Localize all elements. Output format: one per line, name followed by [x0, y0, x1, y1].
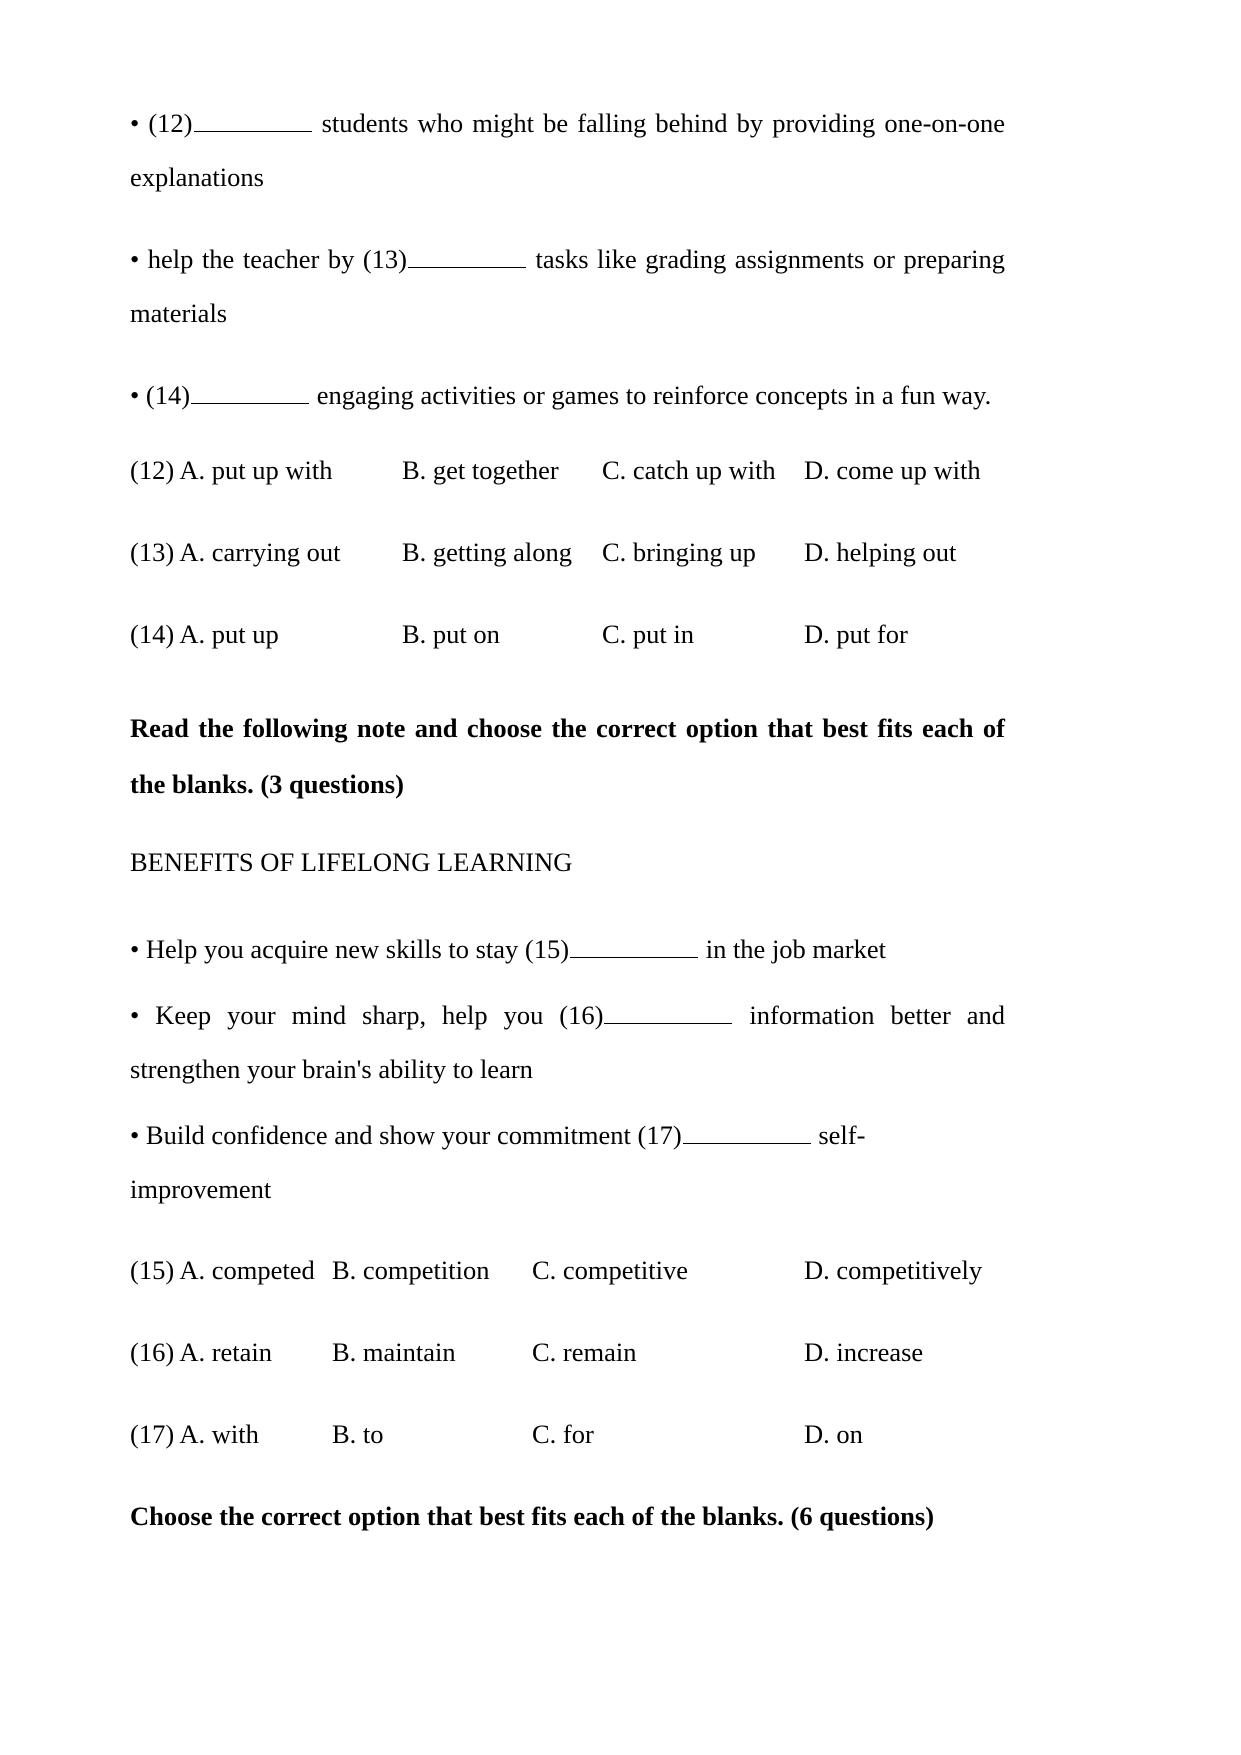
note-bullet-16 — [130, 988, 1005, 1096]
question-number-17 — [130, 1414, 259, 1454]
q17-option-a[interactable]: A. with — [179, 1419, 259, 1449]
blank-15 — [570, 932, 698, 958]
q12-option-c[interactable]: C. catch up with — [602, 455, 776, 485]
q17-option-c[interactable]: C. for — [532, 1419, 594, 1449]
note-title: BENEFITS OF LIFELONG LEARNING — [130, 847, 573, 877]
q14-option-a[interactable]: A. put up — [179, 619, 279, 649]
bullet-15-suffix: in the job market — [699, 934, 887, 964]
q16-number: (16) — [130, 1337, 175, 1367]
q13-number: (13) — [130, 537, 175, 567]
bullet-16-prefix: • Keep your mind sharp, help you (16) — [130, 1000, 604, 1030]
question-row-13 — [130, 532, 1005, 572]
q12-option-d[interactable]: D. come up with — [804, 455, 981, 485]
note-bullet-list — [130, 922, 1005, 1216]
blank-17 — [683, 1118, 811, 1144]
bullet-17-prefix: • Build confidence and show your commitment (17) — [130, 1120, 682, 1150]
bullet-13-suffix: tasks like grading assignments or preparing materials — [130, 244, 1005, 328]
bullet-14-prefix: • (14) — [130, 380, 191, 410]
q17-number: (17) — [130, 1419, 175, 1449]
q14-option-c[interactable]: C. put in — [602, 619, 695, 649]
instruction-final-heading: Choose the correct option that best fits each of the blanks. (6 questions) — [130, 1501, 935, 1531]
bullet-16-suffix: information better and strengthen your brain's ability to learn — [130, 1000, 1005, 1084]
q15-number: (15) — [130, 1255, 175, 1285]
question-number-15 — [130, 1250, 315, 1290]
q12-option-b[interactable]: B. get together — [402, 455, 559, 485]
q16-option-b[interactable]: B. maintain — [332, 1337, 456, 1367]
question-row-15 — [130, 1250, 1005, 1290]
blank-14 — [191, 378, 309, 404]
q13-option-b[interactable]: B. getting along — [402, 537, 573, 567]
question-row-12 — [130, 450, 1005, 490]
instruction-note-heading: Read the following note and choose the correct option that best fits each of the blanks. (3 questions) — [130, 713, 1005, 799]
q17-option-b[interactable]: B. to — [332, 1419, 384, 1449]
bullet-12-prefix: • (12) — [130, 108, 193, 138]
q15-option-a[interactable]: A. competed — [179, 1255, 315, 1285]
q15-option-d[interactable]: D. competitively — [804, 1255, 983, 1285]
q12-option-a[interactable]: A. put up with — [179, 455, 333, 485]
q16-option-c[interactable]: C. remain — [532, 1337, 637, 1367]
bullet-13-prefix: • help the teacher by (13) — [130, 244, 408, 274]
q14-option-b[interactable]: B. put on — [402, 619, 500, 649]
blank-12 — [194, 106, 312, 132]
bullet-14-suffix: engaging activities or games to reinforce concepts in a fun way. — [310, 380, 992, 410]
blank-16 — [604, 998, 732, 1024]
q15-option-b[interactable]: B. competition — [332, 1255, 490, 1285]
note-bullet-15 — [130, 922, 1005, 976]
blank-13 — [408, 242, 526, 268]
note-bullet-14 — [130, 368, 1005, 422]
bullet-15-prefix: • Help you acquire new skills to stay (15) — [130, 934, 570, 964]
q13-option-a[interactable]: A. carrying out — [179, 537, 341, 567]
question-row-17 — [130, 1414, 1005, 1454]
bullet-17-suffix: self-improvement — [130, 1120, 866, 1204]
q15-option-c[interactable]: C. competitive — [532, 1255, 689, 1285]
bullet-12-suffix: students who might be falling behind by providing one-on-one explanations — [130, 108, 1005, 192]
q13-option-c[interactable]: C. bringing up — [602, 537, 756, 567]
question-number-12 — [130, 450, 332, 490]
q14-number: (14) — [130, 619, 175, 649]
q13-option-d[interactable]: D. helping out — [804, 537, 957, 567]
question-number-13 — [130, 532, 341, 572]
q16-option-a[interactable]: A. retain — [179, 1337, 273, 1367]
q12-number: (12) — [130, 455, 175, 485]
note-bullet-12 — [130, 96, 1005, 204]
note-bullet-17 — [130, 1108, 1005, 1216]
q17-option-d[interactable]: D. on — [804, 1419, 863, 1449]
question-row-16 — [130, 1332, 1005, 1372]
question-row-14 — [130, 614, 1005, 654]
question-number-14 — [130, 614, 279, 654]
question-number-16 — [130, 1332, 272, 1372]
note-bullet-13 — [130, 232, 1005, 340]
q14-option-d[interactable]: D. put for — [804, 619, 908, 649]
q16-option-d[interactable]: D. increase — [804, 1337, 924, 1367]
